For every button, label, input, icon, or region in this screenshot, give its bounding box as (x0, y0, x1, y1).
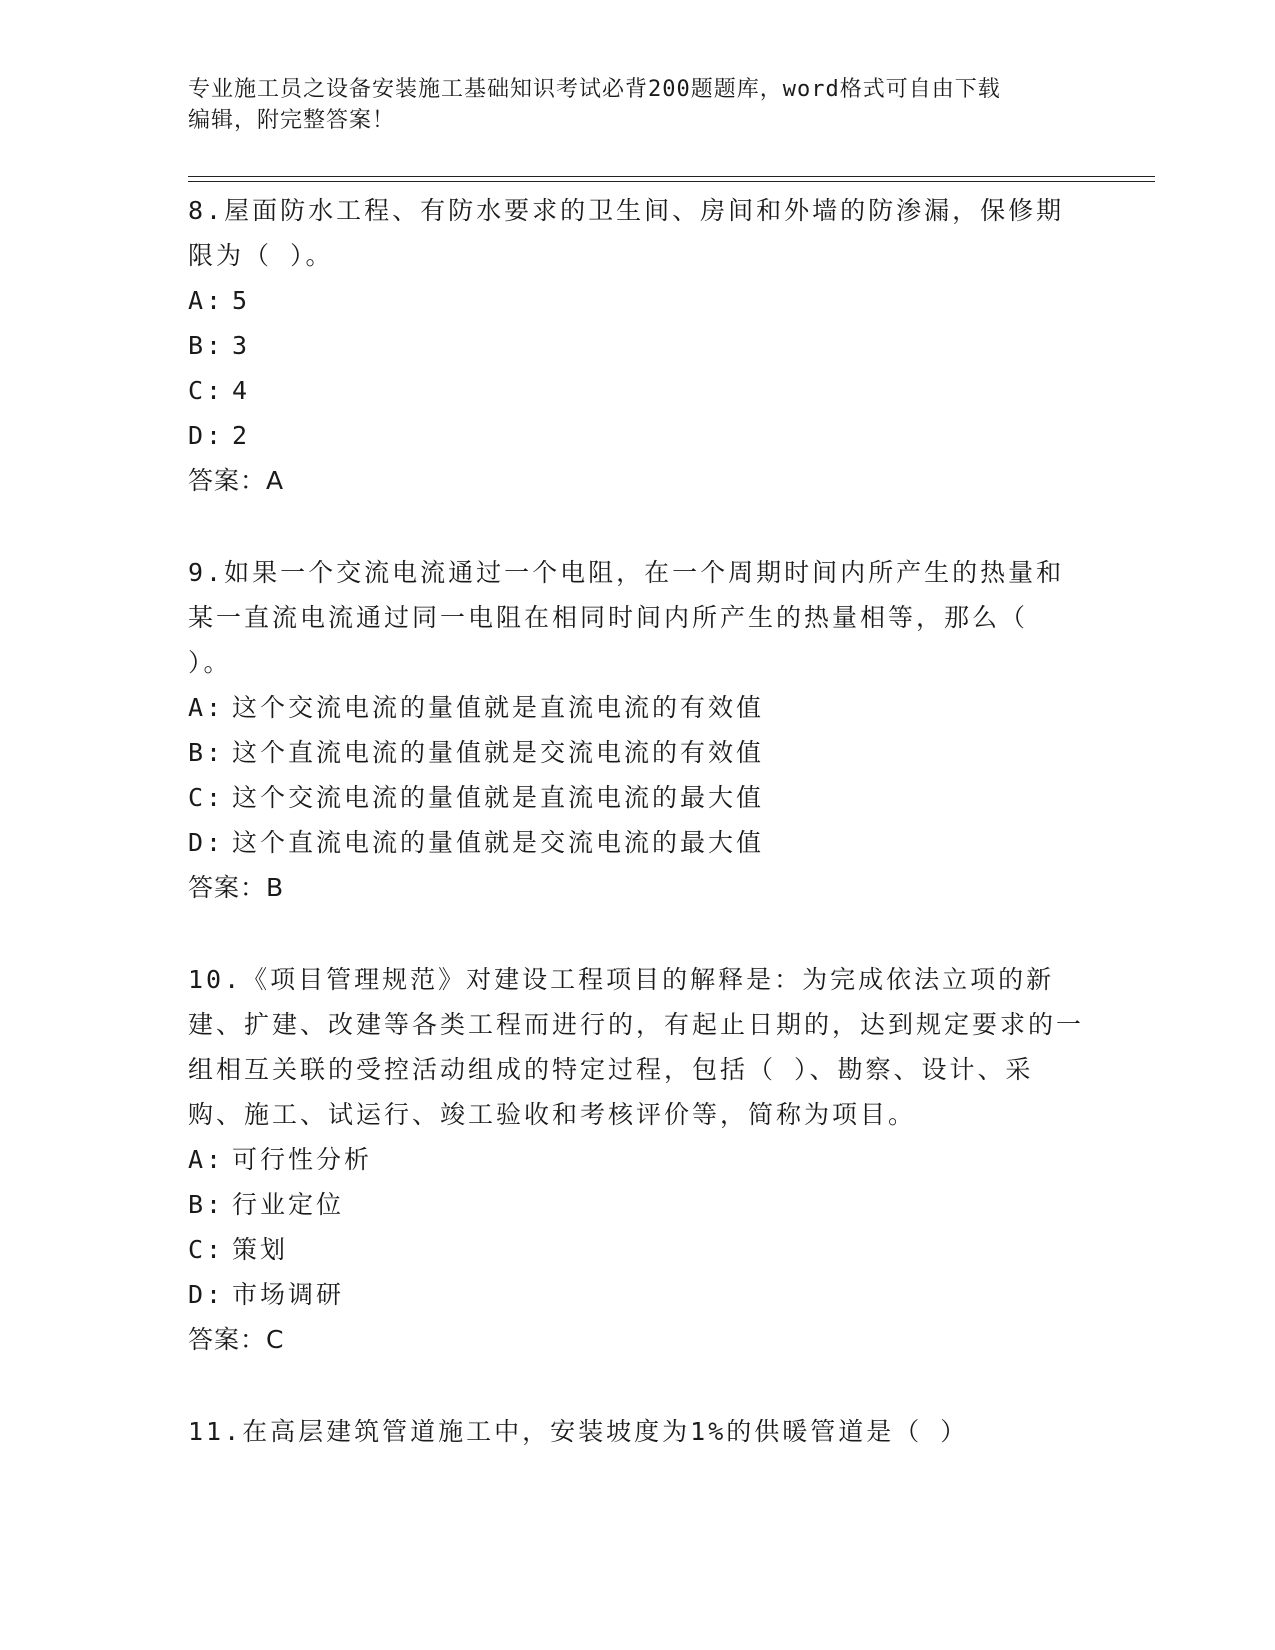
answer-line: 答案：A (188, 466, 285, 495)
answer-line: 答案：C (188, 1325, 285, 1354)
question-body: 屋面防水工程、有防水要求的卫生间、房间和外墙的防渗漏，保修期限为（ ）。 (188, 196, 1065, 270)
option-text: 这个交流电流的量值就是直流电流的有效值 (232, 693, 765, 722)
question-number: 8. (188, 196, 225, 225)
option-a (188, 1137, 1088, 1182)
option-text: 市场调研 (232, 1280, 345, 1309)
question-text (188, 1409, 1088, 1454)
option-letter: C: (188, 376, 225, 405)
option-c (188, 1227, 1088, 1272)
question-spacer (188, 911, 1088, 957)
question-number: 10. (188, 965, 243, 994)
option-text: 3 (232, 331, 251, 360)
option-text: 这个直流电流的量值就是交流电流的有效值 (232, 738, 765, 767)
option-letter: B: (188, 331, 225, 360)
option-c (188, 775, 1088, 820)
header-title-line-1: 专业施工员之设备安装施工基础知识考试必背200题题库，word格式可自由下载 (188, 77, 1001, 102)
question-8 (188, 188, 1088, 504)
option-letter: B: (188, 738, 225, 767)
question-9 (188, 550, 1088, 911)
option-text: 2 (232, 421, 251, 450)
question-body: 如果一个交流电流通过一个电阻，在一个周期时间内所产生的热量和某一直流电流通过同一电阻在相同时间内所产生的热量相等，那么（ ）。 (188, 558, 1065, 677)
question-11 (188, 1409, 1088, 1454)
option-b (188, 730, 1088, 775)
header-title-line-2: 编辑，附完整答案！ (188, 108, 396, 133)
option-letter: D: (188, 828, 225, 857)
option-text: 5 (232, 286, 251, 315)
option-text: 4 (232, 376, 251, 405)
document-header (188, 74, 1088, 136)
option-text: 可行性分析 (232, 1145, 373, 1174)
question-number: 9. (188, 558, 225, 587)
question-body: 《项目管理规范》对建设工程项目的解释是：为完成依法立项的新建、扩建、改建等各类工程而进行的，有起止日期的，达到规定要求的一组相互关联的受控活动组成的特定过程，包括（ ）、勘察、设计、采购、施工、试运行、竣工验收和考核评价等，简称为项目。 (188, 965, 1085, 1129)
question-spacer (188, 504, 1088, 550)
option-text: 这个直流电流的量值就是交流电流的最大值 (232, 828, 765, 857)
option-letter: B: (188, 1190, 225, 1219)
option-a (188, 685, 1088, 730)
option-text: 这个交流电流的量值就是直流电流的最大值 (232, 783, 765, 812)
option-c (188, 368, 1088, 413)
option-letter: C: (188, 783, 225, 812)
option-letter: A: (188, 1145, 225, 1174)
option-a (188, 278, 1088, 323)
option-d (188, 820, 1088, 865)
option-d (188, 413, 1088, 458)
header-divider-top (188, 176, 1155, 177)
option-letter: A: (188, 286, 225, 315)
question-body: 在高层建筑管道施工中，安装坡度为1%的供暖管道是（ ） (242, 1417, 969, 1446)
question-list (188, 188, 1088, 1454)
option-letter: D: (188, 1280, 225, 1309)
option-b (188, 1182, 1088, 1227)
answer-line: 答案：B (188, 873, 285, 902)
question-text (188, 550, 1088, 685)
option-text: 行业定位 (232, 1190, 345, 1219)
question-text (188, 188, 1088, 278)
question-10 (188, 957, 1088, 1363)
option-b (188, 323, 1088, 368)
option-text: 策划 (232, 1235, 289, 1264)
option-d (188, 1272, 1088, 1317)
question-spacer (188, 1363, 1088, 1409)
header-divider-bottom (188, 181, 1155, 182)
option-letter: A: (188, 693, 225, 722)
option-letter: D: (188, 421, 225, 450)
question-number: 11. (188, 1417, 243, 1446)
question-text (188, 957, 1088, 1137)
option-letter: C: (188, 1235, 225, 1264)
